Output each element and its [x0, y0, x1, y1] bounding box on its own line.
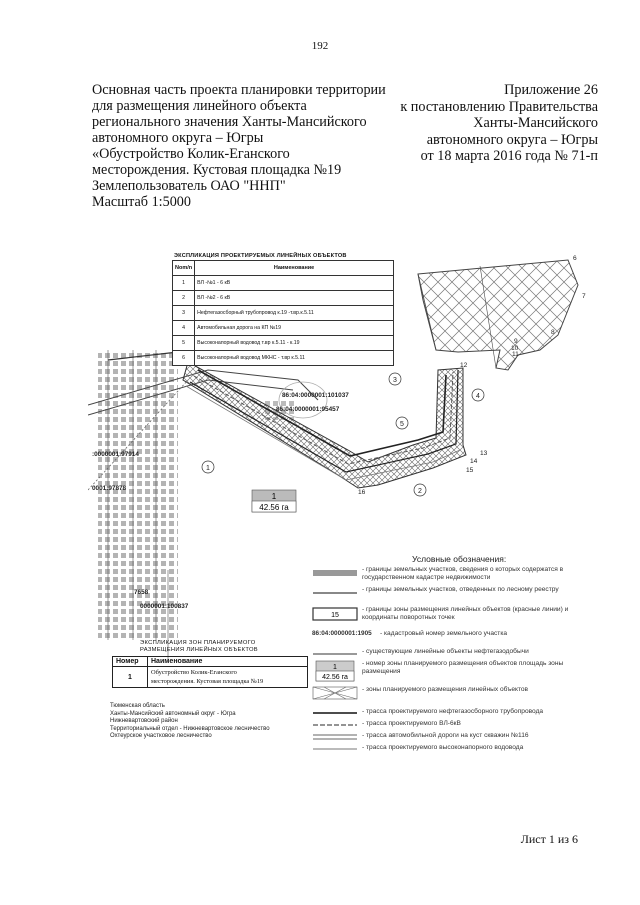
line-marker: 5 [400, 421, 404, 428]
line-marker: 3 [393, 377, 397, 384]
corner-number: 12 [460, 362, 468, 369]
svg-text:1: 1 [333, 664, 337, 671]
legend-swatch [312, 606, 360, 622]
legend-swatch [312, 587, 360, 599]
explication-table [172, 260, 394, 366]
corner-number: 8 [551, 329, 555, 336]
zone-table [112, 656, 308, 688]
title-line: регионального значения Ханты-Мансийского [92, 114, 367, 130]
appendix-line: Приложение 26 [504, 82, 598, 98]
legend-swatch [312, 720, 360, 730]
legend-swatch [312, 686, 360, 700]
table-row: 4 Автомобильная дорога на КП №19 [173, 321, 394, 336]
table-caption: РАЗМЕЩЕНИЯ ЛИНЕЙНЫХ ОБЪЕКТОВ [140, 647, 258, 653]
corner-number: 14 [470, 458, 478, 465]
title-line: месторождения. Кустовая площадка №19 [92, 162, 342, 178]
legend-cadastral-example: 86:04:0000001:1905 [312, 630, 372, 637]
planned-placement-zone [418, 260, 578, 370]
table-row: 6 Высоконапорный водовод МКНС - т.вр к.5.11 [173, 351, 394, 366]
admin-line: Ханты-Мансийский автономный округ - Югра [110, 710, 236, 717]
corner-number: 13 [480, 450, 488, 457]
column-header: Nom/n [173, 261, 195, 276]
sheet-number: Лист 1 из 6 [520, 832, 578, 846]
administrative-info [110, 703, 270, 741]
legend-swatch [312, 708, 360, 718]
table-row: 1 Обустройство Колик-Еганского месторождения. Кустовая площадка №19 [113, 667, 308, 688]
title-line: «Обустройство Колик-Еганского [92, 146, 290, 162]
title-line: автономного округа – Югры [92, 130, 264, 146]
table-caption: ЭКСПЛИКАЦИЯ ЗОН ПЛАНИРУЕМОГО [140, 640, 256, 646]
admin-line: Охтеурское участковое лесничество [110, 733, 212, 740]
linear-objects-explication [172, 252, 394, 366]
table-row: 2 ВЛ -№2 - 6 кВ [173, 291, 394, 306]
legend-swatch [312, 732, 360, 742]
title-line: для размещения линейного объекта [92, 98, 307, 114]
legend-swatch [312, 660, 360, 682]
line-marker: 4 [476, 393, 480, 400]
legend-swatch [312, 567, 360, 579]
line-marker: 1 [206, 465, 210, 472]
legend-swatch [312, 648, 360, 660]
table-row: 5 Высоконапорный водовод т.вр к.5.11 - к.19 [173, 336, 394, 351]
line-marker: 2 [418, 488, 422, 495]
column-header: Наименование [195, 261, 394, 276]
legend-swatch [312, 744, 360, 754]
table-row: 3 Нефтегазосборный трубопровод к.19 -т.вр.к.5.11 [173, 306, 394, 321]
appendix-line: автономного округа – Югры [426, 131, 598, 148]
zone-number: 1 [271, 492, 277, 501]
zone-1-label [252, 490, 296, 512]
column-header: Наименование [148, 657, 308, 667]
appendix-block [368, 82, 598, 165]
cadastral-number: 86:04:0000001:95457 [276, 406, 340, 413]
admin-line: Территориальный отдел - Нижневартовское лесничество [110, 725, 270, 732]
corner-number: 7 [582, 293, 586, 300]
legend-title: Условные обозначения: [412, 554, 507, 564]
corner-number: 15 [466, 467, 474, 474]
corner-number: 10 [511, 345, 519, 352]
corner-number: 11 [512, 351, 519, 358]
corner-number: 16 [358, 489, 366, 496]
corner-number: 9 [514, 338, 518, 345]
appendix-line: Ханты-Мансийского [473, 115, 598, 131]
cadastral-number: 7658 [134, 589, 149, 596]
project-title-block [92, 82, 392, 210]
page-number: 192 [311, 40, 329, 52]
svg-text:42.56 га: 42.56 га [322, 674, 348, 681]
appendix-line: от 18 марта 2016 года № 71-п [420, 148, 598, 164]
cadastral-number: 0001:97878 [92, 485, 127, 492]
column-header: Номер [113, 657, 148, 667]
scale-line: Масштаб 1:5000 [92, 194, 191, 210]
title-line: Землепользователь ОАО "ННП" [92, 178, 286, 194]
table-caption: ЭКСПЛИКАЦИЯ ПРОЕКТИРУЕМЫХ ЛИНЕЙНЫХ ОБЪЕКТОВ [174, 253, 347, 259]
cadastral-number: :0000001:97914 [92, 451, 139, 458]
svg-text:15: 15 [331, 612, 339, 619]
title-line: Основная часть проекта планировки территории [92, 82, 386, 98]
table-row: 1 ВЛ -№1 - 6 кВ [173, 276, 394, 291]
admin-line: Нижневартовский район [110, 718, 178, 725]
zone-explication [112, 640, 308, 688]
cadastral-number: 0000001:100837 [140, 603, 189, 610]
zone-area: 42.56 га [259, 503, 289, 512]
admin-line: Тюменская область [110, 703, 165, 709]
corner-number: 6 [573, 255, 577, 262]
cadastral-number: 86:04:0000001:101037 [282, 392, 349, 399]
appendix-line: к постановлению Правительства [400, 98, 598, 115]
